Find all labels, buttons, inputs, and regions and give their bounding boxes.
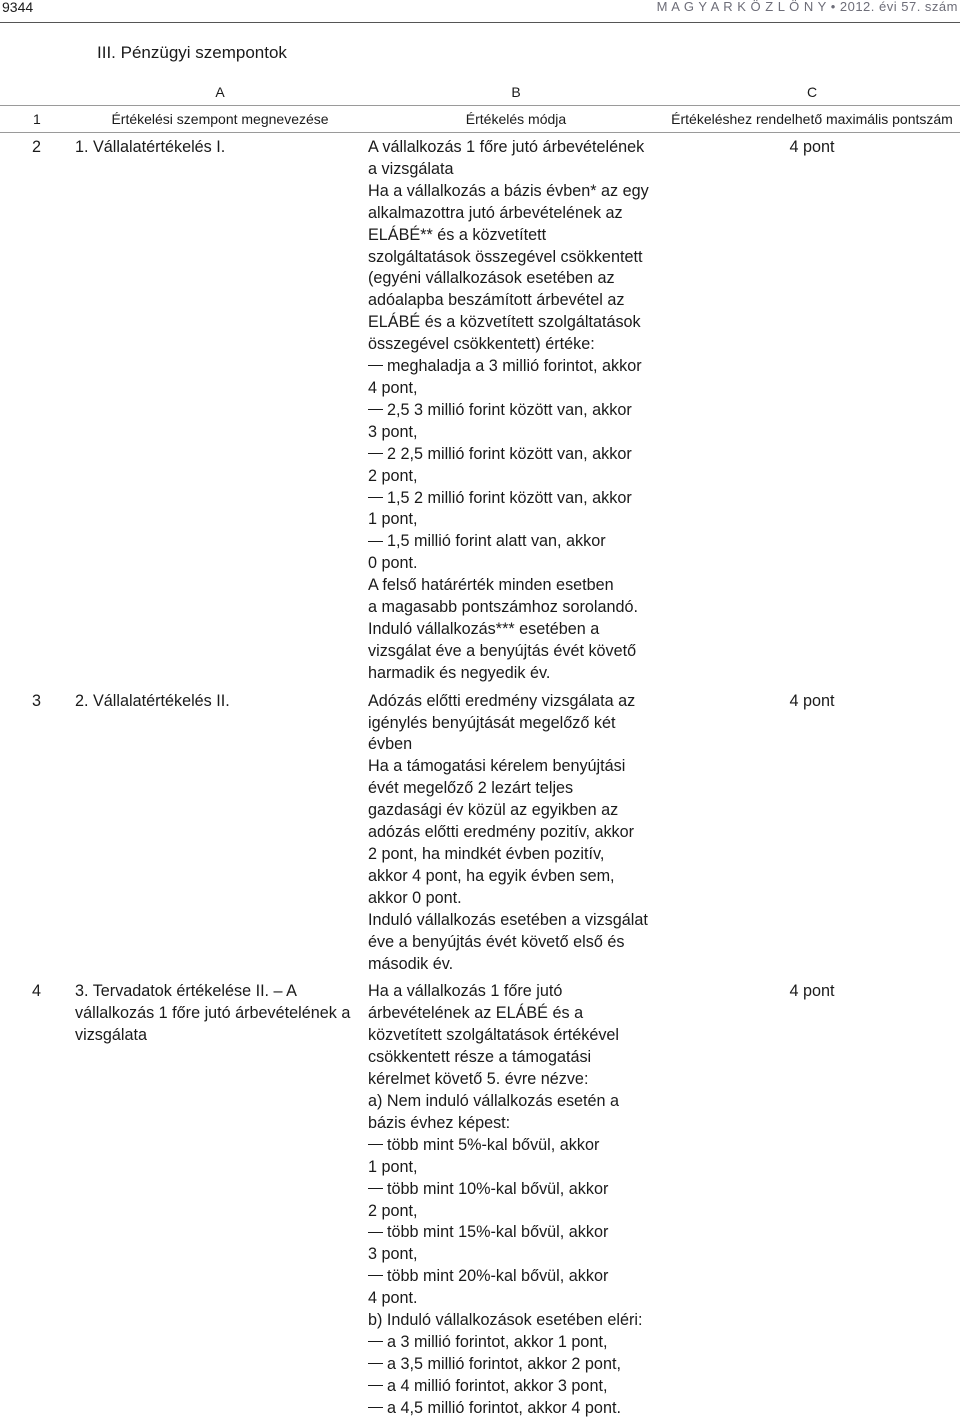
criterion-name-cell [72, 975, 368, 1419]
evaluation-method-line: 1,5 millió forint alatt van, akkor [368, 531, 664, 553]
column-letter-b: B [368, 80, 664, 106]
evaluation-method-line: igénylés benyújtását megelőző két [368, 713, 616, 732]
row-number-text: 3 [32, 691, 42, 710]
evaluation-method-line: adózás előtti eredmény pozitív, akkor [368, 823, 635, 842]
header-evaluation-method: Értékelés módja [368, 106, 664, 133]
criterion-name-line: 3. Tervadatok értékelése II. – A [75, 982, 297, 1001]
evaluation-method-cell [368, 131, 664, 685]
dash-icon [368, 1144, 383, 1145]
evaluation-method-line: 2 pont, [368, 466, 418, 485]
dash-icon [368, 541, 383, 542]
evaluation-method-line: összegével csökkentett) értéke: [368, 335, 595, 354]
evaluation-method-cell [368, 975, 664, 1419]
column-letter-a: A [72, 80, 368, 106]
dash-icon [368, 365, 383, 366]
evaluation-method-line: ELÁBÉ és a közvetített szolgáltatások [368, 313, 641, 332]
row-number [0, 975, 72, 1419]
evaluation-method-line: Ha a vállalkozás 1 főre jutó [368, 982, 563, 1001]
evaluation-method-line: Ha a vállalkozás a bázis évben* az egy [368, 181, 649, 200]
evaluation-method-line: (egyéni vállalkozások esetében az [368, 269, 615, 288]
criterion-name-line: vállalkozás 1 főre jutó árbevételének a [75, 1004, 351, 1023]
evaluation-method-line: Adózás előtti eredmény vizsgálata az [368, 691, 636, 710]
evaluation-method-line: több mint 5%-kal bővül, akkor [368, 1135, 664, 1157]
evaluation-method-line: közvetített szolgáltatások értékével [368, 1026, 620, 1045]
criterion-name-cell [72, 131, 368, 685]
row-number-cell [0, 80, 72, 106]
dash-icon [368, 1385, 383, 1386]
evaluation-method-line: 1 pont, [368, 1157, 418, 1176]
row-number-text: 2 [32, 138, 42, 156]
evaluation-method-line: a magasabb pontszámhoz sorolandó. [368, 598, 638, 617]
dash-icon [368, 1232, 383, 1233]
evaluation-method-line: Ha a támogatási kérelem benyújtási [368, 757, 626, 776]
evaluation-rows [0, 131, 960, 1420]
dash-icon [368, 409, 383, 410]
evaluation-method-line: Induló vállalkozás*** esetében a [368, 619, 600, 638]
evaluation-method-line: Induló vállalkozás esetében a vizsgálat [368, 910, 648, 929]
criterion-name-line: 1. Vállalatértékelés I. [75, 138, 226, 156]
evaluation-table [0, 80, 960, 133]
evaluation-method-line: akkor 0 pont. [368, 888, 462, 907]
evaluation-method-line: a 4,5 millió forintot, akkor 4 pont. [368, 1398, 664, 1420]
max-score-cell: 4 pont [789, 138, 835, 156]
page-number: 9344 [2, 0, 34, 15]
criterion-name-line: 2. Vállalatértékelés II. [75, 691, 230, 710]
evaluation-method-line: éve a benyújtás évét követő első és [368, 932, 625, 951]
evaluation-method-line: A felső határérték minden esetben [368, 576, 614, 595]
evaluation-method-line: 4 pont. [368, 1289, 418, 1308]
evaluation-method-line: a 3,5 millió forintot, akkor 2 pont, [368, 1354, 664, 1376]
evaluation-method-line: ELÁBÉ** és a közvetített [368, 225, 547, 244]
evaluation-method-line: árbevételének az ELÁBÉ és a [368, 1004, 584, 1023]
table-row [0, 131, 960, 685]
column-header-row [0, 106, 960, 133]
dash-icon [368, 453, 383, 454]
evaluation-method-line: A vállalkozás 1 főre jutó árbevételének [368, 138, 645, 156]
evaluation-method-line: évben [368, 735, 413, 754]
evaluation-method-line: több mint 20%-kal bővül, akkor [368, 1266, 664, 1288]
evaluation-method-line: 3 pont, [368, 1245, 418, 1264]
evaluation-method-line: 0 pont. [368, 554, 418, 573]
evaluation-method-line: a 3 millió forintot, akkor 1 pont, [368, 1332, 664, 1354]
dash-icon [368, 1275, 383, 1276]
dash-icon [368, 1341, 383, 1342]
evaluation-method-line: adóalapba beszámított árbevétel az [368, 291, 625, 310]
evaluation-method-line: 3 pont, [368, 422, 418, 441]
dash-icon [368, 497, 383, 498]
row-number-text: 4 [32, 982, 42, 1001]
max-score-cell: 4 pont [789, 691, 835, 710]
header-criterion-name: Értékelési szempont megnevezése [72, 106, 368, 133]
column-letter-row [0, 80, 960, 106]
dash-icon [368, 1363, 383, 1364]
evaluation-method-line: 2 pont, ha mindkét évben pozitív, [368, 845, 605, 863]
table-row [0, 685, 960, 976]
section-title: III. Pénzügyi szempontok [97, 43, 287, 62]
evaluation-method-line: 2,5 3 millió forint között van, akkor [368, 400, 664, 422]
dash-icon [368, 1188, 383, 1189]
row-number [0, 685, 72, 976]
evaluation-method-line: a) Nem induló vállalkozás esetén a [368, 1091, 620, 1110]
journal-header: M A G Y A R K Ö Z L Ö N Y • 2012. évi 57. szám [656, 0, 958, 14]
max-score-cell: 4 pont [789, 982, 835, 1001]
evaluation-method-line: b) Induló vállalkozások esetében eléri: [368, 1311, 643, 1330]
evaluation-method-line: csökkentett része a támogatási [368, 1048, 592, 1067]
evaluation-method-line: a vizsgálata [368, 159, 454, 178]
evaluation-method-line: kérelmet követő 5. évre nézve: [368, 1070, 589, 1089]
header-rule [0, 22, 960, 23]
evaluation-method-line: 4 pont, [368, 378, 418, 397]
evaluation-method-line: bázis évhez képest: [368, 1113, 511, 1132]
evaluation-method-line: harmadik és negyedik év. [368, 663, 551, 682]
evaluation-method-line: 2 pont, [368, 1201, 418, 1220]
column-letter-c: C [664, 80, 960, 106]
evaluation-method-line: 2 2,5 millió forint között van, akkor [368, 444, 664, 466]
evaluation-method-line: évét megelőző 2 lezárt teljes [368, 779, 574, 798]
evaluation-method-line: 1 pont, [368, 510, 418, 529]
table-row [0, 975, 960, 1419]
criterion-name-line: vizsgálata [75, 1026, 147, 1045]
row-number [0, 131, 72, 685]
evaluation-method-line: vizsgálat éve a benyújtás évét követő [368, 641, 637, 660]
evaluation-method-line: a 4 millió forintot, akkor 3 pont, [368, 1376, 664, 1398]
evaluation-method-line: akkor 4 pont, ha egyik évben sem, [368, 866, 615, 885]
evaluation-method-line: több mint 10%-kal bővül, akkor [368, 1179, 664, 1201]
row-number-1: 1 [0, 106, 72, 133]
evaluation-method-line: gazdasági év közül az egyikben az [368, 801, 619, 820]
evaluation-method-line: szolgáltatások összegével csökkentett [368, 247, 643, 266]
header-max-score: Értékeléshez rendelhető maximális pontszám [664, 106, 960, 133]
evaluation-method-line: több mint 15%-kal bővül, akkor [368, 1222, 664, 1244]
evaluation-method-line: meghaladja a 3 millió forintot, akkor [368, 356, 664, 378]
evaluation-method-cell [368, 685, 664, 976]
evaluation-method-line: alkalmazottra jutó árbevételének az [368, 203, 623, 222]
dash-icon [368, 1407, 383, 1408]
evaluation-method-line: második év. [368, 954, 454, 973]
criterion-name-cell [72, 685, 368, 976]
evaluation-method-line: 1,5 2 millió forint között van, akkor [368, 488, 664, 510]
